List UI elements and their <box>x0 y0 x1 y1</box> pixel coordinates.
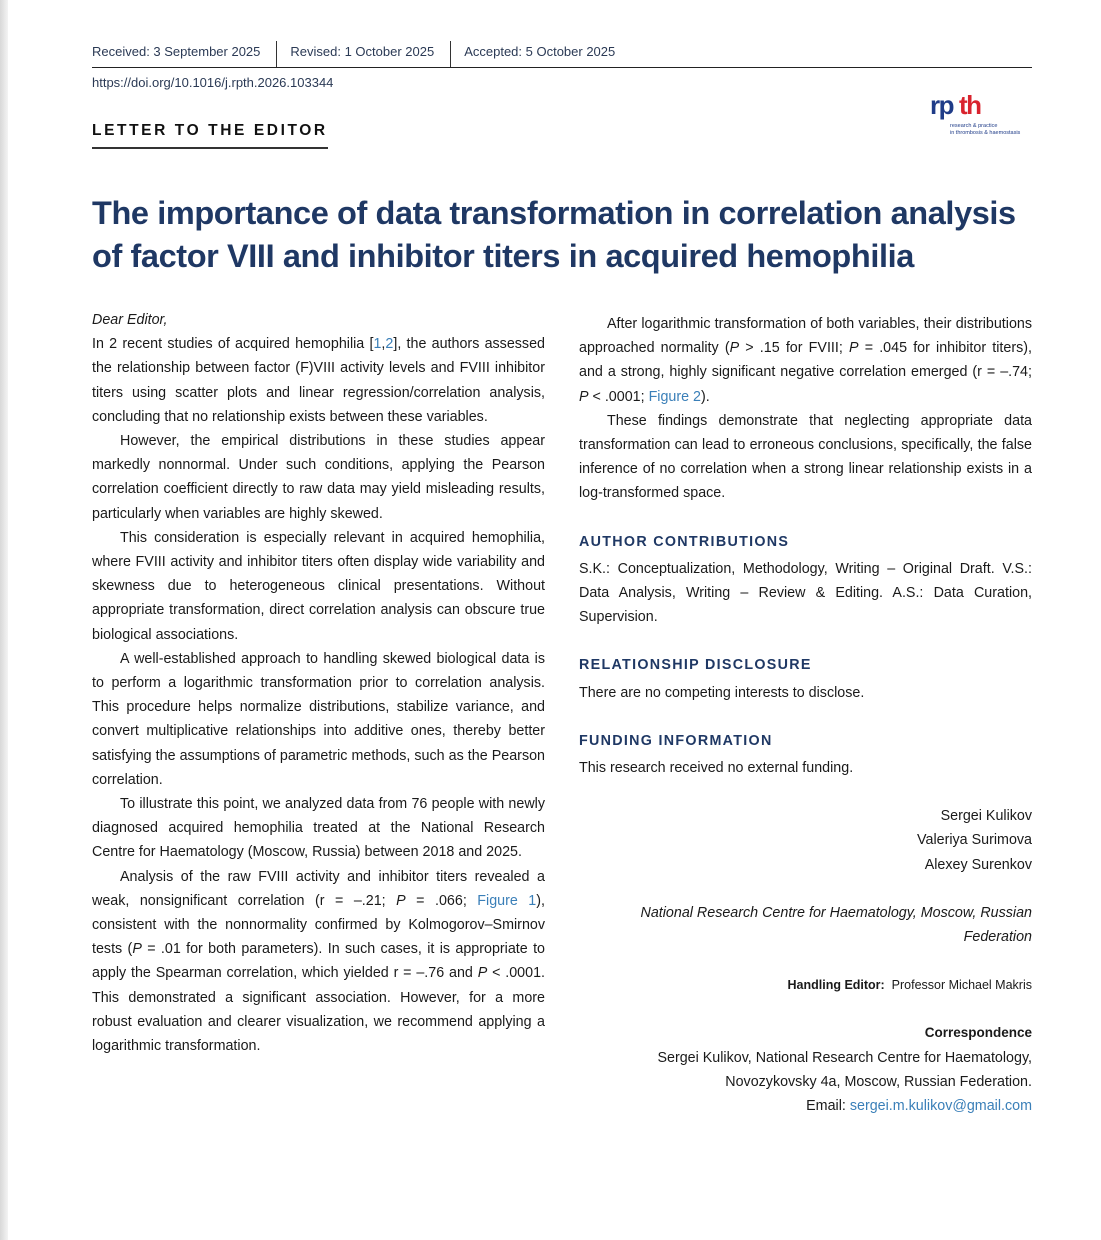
italic-text: P <box>132 941 142 958</box>
doi-link[interactable]: https://doi.org/10.1016/j.rpth.2026.103344 <box>92 75 334 90</box>
text-run: ), consistent with the nonnormality confirmed by Kolmogorov–Smirnov tests ( <box>92 892 545 958</box>
affiliation: National Research Centre for Haematology, Moscow, Russian Federation <box>640 904 1032 946</box>
text-run: ). <box>701 388 710 405</box>
reference-link[interactable]: Figure 2 <box>648 388 702 405</box>
italic-text: P <box>849 340 859 357</box>
greeting: Dear Editor, <box>92 312 168 328</box>
section-text: There are no competing interests to disclose. <box>579 684 865 701</box>
body-paragraph <box>92 526 545 647</box>
right-column <box>579 308 1032 1118</box>
body-paragraph <box>92 647 545 792</box>
svg-text:research & practice: research & practice <box>950 123 998 129</box>
accepted-date: Accepted: 5 October 2025 <box>450 41 631 67</box>
article-body <box>92 0 1037 1148</box>
author-name: Valeriya Surimova <box>917 832 1032 849</box>
page-edge-shadow <box>0 0 8 1240</box>
correspondence-line: Sergei Kulikov, National Research Centre for Haematology, <box>657 1049 1032 1066</box>
left-column <box>92 308 545 1118</box>
revised-date: Revised: 1 October 2025 <box>276 41 450 67</box>
email-link[interactable]: sergei.m.kulikov@gmail.com <box>849 1098 1032 1115</box>
text-run: < .0001. This demonstrated a significant association. However, for a more robust evaluation and clearer visualization, we recommend applying a logarithmic transformation. <box>92 965 546 1055</box>
text-run: These findings demonstrate that neglecting appropriate data transformation can lead to erroneous conclusions, specifically, the false inference of no correlation when a strong linear relationship exists in a log-transformed space. <box>579 412 1032 502</box>
body-paragraph <box>92 429 545 526</box>
svg-text:in thrombosis & haemostasis: in thrombosis & haemostasis <box>950 130 1021 136</box>
reference-link[interactable]: 2 <box>385 336 394 353</box>
relationship-disclosure-section <box>579 653 1032 704</box>
text-run: = .01 for both parameters). In such cases, it is appropriate to apply the Spearman correlation, which yielded r = –.76 and <box>92 941 545 982</box>
text-run: To illustrate this point, we analyzed data from 76 people with newly diagnosed acquired hemophilia treated at the National Research Centre for Haematology (Moscow, Russia) between 2018 and 2025. <box>92 796 545 861</box>
text-run: After logarithmic transformation of both variables, their distributions approached normality ( <box>579 316 1032 357</box>
two-column-layout <box>92 308 1032 1118</box>
body-paragraph <box>579 312 1032 409</box>
funding-section <box>579 729 1032 780</box>
author-list <box>579 804 1032 877</box>
section-text: S.K.: Conceptualization, Methodology, Writing – Original Draft. V.S.: Data Analysis, Writing – Review & Editing. A.S.: Data Curation, Supervision. <box>579 560 1032 626</box>
body-paragraph <box>579 409 1032 506</box>
text-run: = .066; <box>405 892 478 909</box>
text-run: = .045 for inhibitor titers), and a strong, highly significant negative correlation emerged (r = –.74; <box>579 340 1032 381</box>
text-run: In 2 recent studies of acquired hemophilia [ <box>92 336 374 353</box>
italic-text: P <box>729 340 740 357</box>
handling-editor-name: Professor Michael Makris <box>891 978 1032 993</box>
svg-text:th: th <box>959 90 981 120</box>
text-run: Analysis of the raw FVIII activity and inhibitor titers revealed a weak, nonsignificant correlation (r = –.21; <box>92 868 545 909</box>
author-name: Sergei Kulikov <box>940 808 1032 825</box>
italic-text: P <box>477 965 488 982</box>
svg-text:rp: rp <box>930 90 953 120</box>
text-run: < .0001; <box>588 388 649 405</box>
section-label: LETTER TO THE EDITOR <box>92 122 328 149</box>
section-heading: RELATIONSHIP DISCLOSURE <box>579 657 812 674</box>
text-run: However, the empirical distributions in these studies appear markedly nonnormal. Under such conditions, applying the Pearson correlation coefficient directly to raw data may yield misleading results, particularly when variables are highly skewed. <box>92 433 545 522</box>
author-name: Alexey Surenkov <box>924 856 1032 873</box>
body-paragraph <box>92 865 545 1059</box>
text-run: A well-established approach to handling skewed biological data is to perform a logarithmic transformation prior to correlation analysis. This procedure helps normalize distributions, stabilize variance, and convert multiplicative relationships into additive ones, thereby better satisfying the assumptions of parametric methods, such as the Pearson correlation. <box>92 650 545 788</box>
reference-link[interactable]: Figure 1 <box>477 892 537 909</box>
received-date: Received: 3 September 2025 <box>92 44 261 59</box>
body-paragraph <box>92 792 545 865</box>
correspondence <box>579 1021 1032 1118</box>
section-heading: FUNDING INFORMATION <box>579 732 773 749</box>
correspondence-line: Novozykovsky 4a, Moscow, Russian Federation. <box>725 1073 1032 1090</box>
body-paragraph <box>92 332 545 429</box>
section-text: This research received no external funding. <box>579 760 854 777</box>
author-contributions-section <box>579 530 1032 630</box>
text-run: , <box>381 336 386 353</box>
email-label: Email: <box>806 1098 850 1115</box>
article-title: The importance of data transformation in correlation analysis of factor VIII and inhibitor titers in acquired hemophilia <box>92 195 1016 274</box>
text-run: ], the authors assessed the relationship between factor (F)VIII activity levels and FVIII inhibitor titers using scatter plots and linear regression/correlation analysis, concluding that no relationship exists between these variables. <box>92 336 545 425</box>
handling-editor-label: Handling Editor: <box>787 978 885 993</box>
correspondence-heading: Correspondence <box>924 1025 1032 1041</box>
text-run: > .15 for FVIII; <box>739 340 849 357</box>
text-run: This consideration is especially relevant in acquired hemophilia, where FVIII activity and inhibitor titers often display wide variability and skewness due to heterogeneous clinical presentations. Without appropriate transformation, direct correlation analysis can obscure true biological associations. <box>92 529 545 643</box>
reference-link[interactable]: 1 <box>373 336 382 353</box>
italic-text: P <box>579 388 589 405</box>
handling-editor <box>579 973 1032 997</box>
italic-text: P <box>396 892 406 909</box>
section-heading: AUTHOR CONTRIBUTIONS <box>579 533 790 550</box>
